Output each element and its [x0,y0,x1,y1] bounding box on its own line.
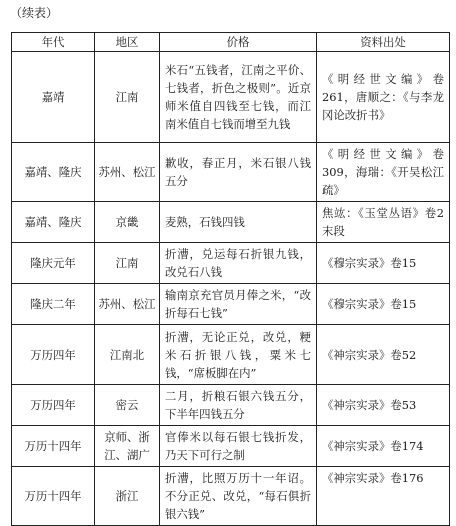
era-cell: 隆庆二年 [12,284,95,325]
era-cell: 嘉靖、隆庆 [12,202,95,243]
price-cell: 折漕，比照万历十一年诏。不分正兑、改兑，“每石俱折银六钱” [160,467,317,526]
era-cell: 万历十四年 [12,467,95,526]
era-cell: 嘉靖 [12,52,95,143]
price-cell: 二月，折粮石银六钱五分，下半年四钱五分 [160,385,317,426]
region-cell: 江南 [95,52,160,143]
source-cell: 《穆宗实录》卷15 [317,284,450,325]
table-row [12,52,450,143]
source-cell: 《明经世文编》卷261，唐顺之：《与李龙冈论改折书》 [317,52,450,143]
region-cell: 浙江 [95,467,160,526]
region-cell: 苏州、松江 [95,284,160,325]
price-cell: 输南京充官员月俸之米，“改折每石七钱” [160,284,317,325]
era-cell: 隆庆元年 [12,243,95,284]
table-row [12,385,450,426]
table-row [12,284,450,325]
price-table [11,32,450,526]
header-region: 地区 [95,33,160,52]
price-cell: 折漕，无论正兑，改兑，粳米石折银八钱，粟米七钱，“席板脚在内” [160,325,317,385]
region-cell: 京畿 [95,202,160,243]
region-cell: 江南北 [95,325,160,385]
era-cell: 万历十四年 [12,426,95,467]
region-cell: 苏州、松江 [95,143,160,202]
header-era: 年代 [12,33,95,52]
table-continued-caption: （续表） [10,6,59,20]
table-row [12,325,450,385]
region-cell: 京师、浙江、湖广 [95,426,160,467]
source-cell: 《穆宗实录》卷15 [317,243,450,284]
source-cell: 《神宗实录》卷53 [317,385,450,426]
source-cell: 《明经世文编》卷309，海瑞：《开吴松江疏》 [317,143,450,202]
price-cell: 折漕，兑运每石折银九钱，改兑石八钱 [160,243,317,284]
region-cell: 江南 [95,243,160,284]
source-cell: 《神宗实录》卷176 [317,467,450,526]
table-row [12,202,450,243]
table-row [12,467,450,526]
price-cell: 歉收，春正月，米石银八钱五分 [160,143,317,202]
table-row [12,426,450,467]
price-cell: 官俸米以每石银七钱折发，乃天下可行之制 [160,426,317,467]
table-row [12,243,450,284]
price-cell: 米石“五钱者，江南之平价、七钱者，折色之极则”。近京师米值自四钱至七钱，而江南米值自七钱而增至九钱 [160,52,317,143]
source-cell: 《神宗实录》卷174 [317,426,450,467]
source-cell: 《神宗实录》卷52 [317,325,450,385]
source-cell: 焦竑：《玉堂丛语》卷2末段 [317,202,450,243]
era-cell: 嘉靖、隆庆 [12,143,95,202]
header-source: 资料出处 [317,33,450,52]
table-header-row [12,33,450,52]
era-cell: 万历四年 [12,325,95,385]
header-price: 价格 [160,33,317,52]
era-cell: 万历四年 [12,385,95,426]
table-row [12,143,450,202]
region-cell: 密云 [95,385,160,426]
price-cell: 麦熟，石钱四钱 [160,202,317,243]
